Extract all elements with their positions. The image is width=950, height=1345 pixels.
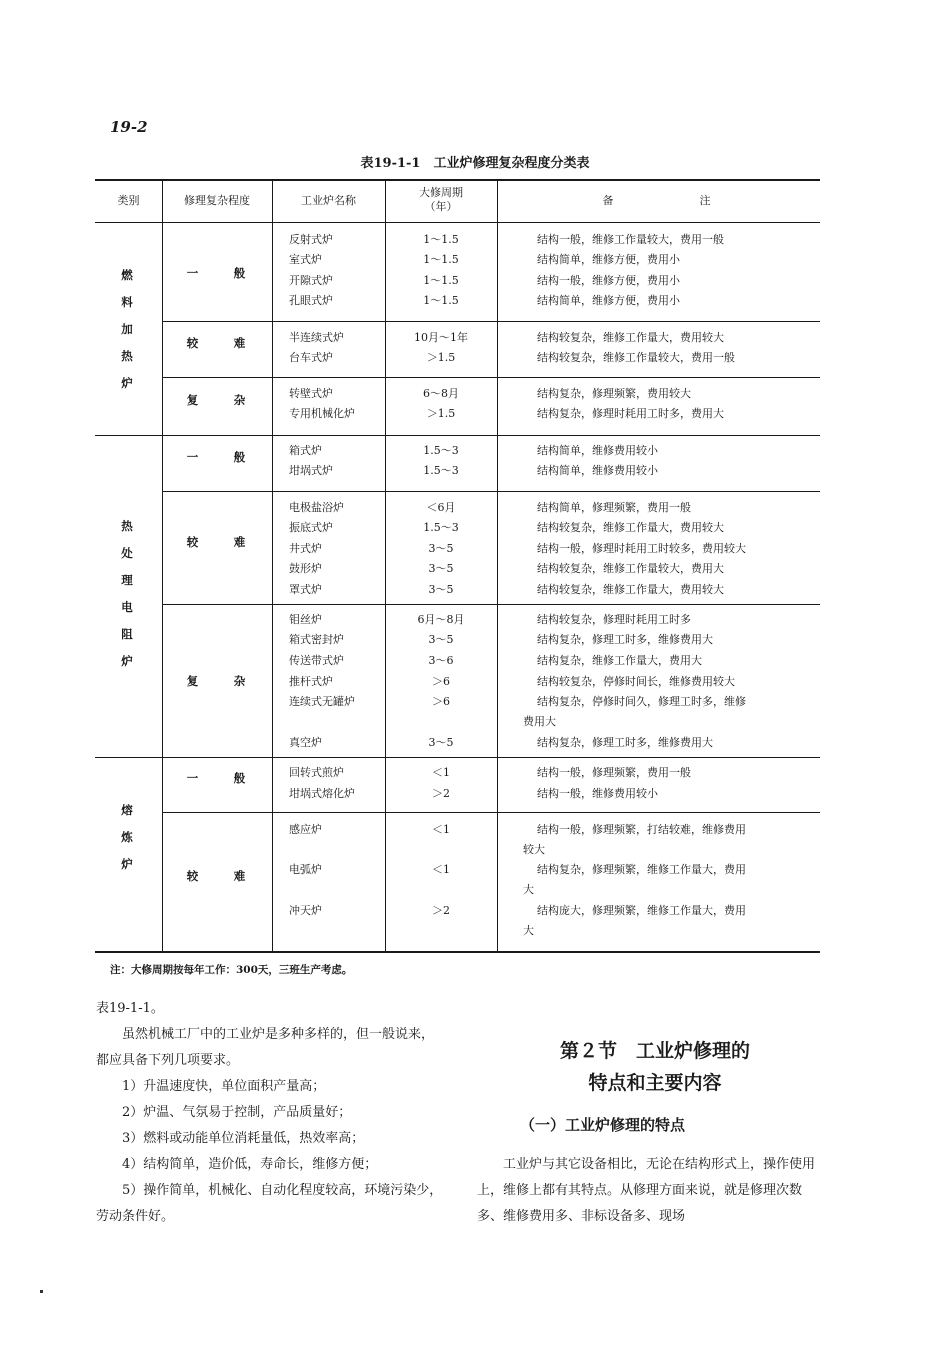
furnace-name: 鼓形炉	[289, 562, 322, 575]
remark	[523, 518, 798, 538]
remark-line: 结构复杂，修理频繁，费用较大	[537, 387, 691, 400]
category-label	[117, 797, 137, 878]
remark-line: 结构简单，修理频繁，费用一般	[537, 501, 691, 514]
category-char: 炉	[121, 857, 133, 871]
remark	[523, 230, 798, 250]
furnace-name: 反射式炉	[289, 233, 333, 246]
scan-speck	[40, 1290, 43, 1293]
overhaul-cycle: ＞6	[432, 695, 450, 708]
remark	[523, 580, 798, 600]
remark-line: 结构简单，维修方便，费用小	[537, 253, 680, 266]
category-char: 热	[121, 349, 133, 363]
overhaul-cycle: ＞1.5	[426, 407, 456, 420]
furnace-name: 专用机械化炉	[289, 407, 355, 420]
remark-line: 结构较复杂，维修工作量大，费用较大	[537, 521, 724, 534]
remark	[523, 404, 798, 424]
category-char: 炉	[121, 654, 133, 668]
remark-line: 结构一般，修理时耗用工时较多，费用较大	[537, 542, 746, 555]
difficulty-label: 复 杂	[186, 393, 258, 407]
category-char: 处	[121, 546, 133, 560]
furnace-name: 振底式炉	[289, 521, 333, 534]
remark-line: 结构复杂，修理频繁，维修工作量大，费用	[537, 863, 746, 876]
remark	[523, 441, 798, 461]
column-line	[385, 180, 386, 952]
requirement-item: 1）升温速度快，单位面积产量高；	[122, 1079, 326, 1094]
overhaul-cycle: 3～5	[428, 542, 454, 555]
overhaul-cycle: 1～1.5	[423, 294, 459, 307]
table-header-rule	[95, 222, 820, 223]
header-note-b: 注	[699, 194, 711, 207]
subsection-title: （一）工业炉修理的特点	[520, 1116, 686, 1134]
remark-line: 结构较复杂，维修工作量大，费用较大	[537, 331, 724, 344]
remark-line: 费用大	[523, 715, 556, 728]
requirement-item: 5）操作简单，机械化、自动化程度较高，环境污染少，劳动条件好。	[96, 1183, 443, 1224]
table-footnote: 注：大修周期按每年工作：300天，三班生产考虑。	[110, 964, 353, 976]
remark	[523, 651, 798, 671]
remark	[523, 630, 798, 650]
overhaul-cycle: 10月～1年	[414, 331, 468, 344]
overhaul-cycle: 3～5	[428, 633, 454, 646]
overhaul-cycle: ＜1	[432, 766, 450, 779]
overhaul-cycle: 3～5	[428, 736, 454, 749]
category-char: 燃	[121, 268, 133, 282]
furnace-name: 井式炉	[289, 542, 322, 555]
remark-line: 结构复杂，修理时耗用工时多，费用大	[537, 407, 724, 420]
overhaul-cycle: ＜1	[432, 863, 450, 876]
header-name: 工业炉名称	[301, 194, 356, 207]
furnace-name: 坩埚式熔化炉	[289, 787, 355, 800]
category-char: 电	[121, 600, 133, 614]
requirement-item: 3）燃料或动能单位消耗量低，热效率高；	[122, 1131, 365, 1146]
overhaul-cycle: 6月～8月	[417, 613, 465, 626]
remark	[523, 291, 798, 311]
difficulty-label: 较 难	[186, 535, 258, 549]
remark-line: 较大	[523, 843, 545, 856]
remark-line: 结构简单，维修费用较小	[537, 444, 658, 457]
difficulty-label: 一 般	[186, 771, 258, 785]
remark	[523, 763, 798, 783]
furnace-name: 推杆式炉	[289, 675, 333, 688]
furnace-name: 钼丝炉	[289, 613, 322, 626]
remark	[523, 461, 798, 481]
difficulty-label: 一 般	[186, 450, 258, 464]
remark	[523, 498, 798, 518]
furnace-name: 箱式炉	[289, 444, 322, 457]
overhaul-cycle: 1.5～3	[423, 464, 459, 477]
overhaul-cycle: ＞1.5	[426, 351, 456, 364]
remark-line: 结构一般，维修方便，费用小	[537, 274, 680, 287]
furnace-name: 半连续式炉	[289, 331, 344, 344]
furnace-name: 传送带式炉	[289, 654, 344, 667]
furnace-name: 箱式密封炉	[289, 633, 344, 646]
remark	[523, 539, 798, 559]
level-divider	[162, 604, 820, 605]
overhaul-cycle: 1～1.5	[423, 233, 459, 246]
requirement-item: 4）结构简单，造价低，寿命长，维修方便；	[122, 1157, 378, 1172]
remark	[523, 384, 798, 404]
furnace-name: 冲天炉	[289, 904, 322, 917]
remark-line: 结构一般，修理频繁，费用一般	[537, 766, 691, 779]
remark	[523, 559, 798, 579]
section-title	[480, 1035, 830, 1099]
header-cycle	[385, 186, 497, 214]
category-char: 热	[121, 519, 133, 533]
remark	[523, 328, 798, 348]
remark-line: 结构简单，维修费用较小	[537, 464, 658, 477]
category-char: 加	[121, 322, 133, 336]
header-note-a: 备	[602, 194, 614, 207]
remark-line: 结构一般，修理频繁，打结较难，维修费用	[537, 823, 746, 836]
furnace-name: 室式炉	[289, 253, 322, 266]
furnace-name: 真空炉	[289, 736, 322, 749]
remark-line: 结构复杂，维修工作量大，费用大	[537, 654, 702, 667]
category-char: 炼	[121, 830, 133, 844]
level-divider	[162, 321, 820, 322]
remark-line: 大	[523, 883, 534, 896]
difficulty-label: 较 难	[186, 869, 258, 883]
furnace-name: 孔眼式炉	[289, 294, 333, 307]
category-label	[117, 513, 137, 675]
category-char: 阻	[121, 627, 133, 641]
header-cycle-line2: （年）	[424, 200, 458, 213]
difficulty-label: 较 难	[186, 336, 258, 350]
furnace-name: 电极盐浴炉	[289, 501, 344, 514]
level-divider	[162, 377, 820, 378]
column-line	[162, 180, 163, 952]
table-title: 表19-1-1 工业炉修理复杂程度分类表	[360, 156, 590, 171]
remark-line: 结构一般，维修费用较小	[537, 787, 658, 800]
header-cycle-line1: 大修周期	[419, 186, 463, 199]
table-top-rule	[95, 179, 820, 181]
left-paragraph: 虽然机械工厂中的工业炉是多种多样的，但一般说来，都应具备下列几项要求。	[96, 1027, 435, 1068]
furnace-name: 台车式炉	[289, 351, 333, 364]
difficulty-label: 一 般	[186, 266, 258, 280]
furnace-name: 罩式炉	[289, 583, 322, 596]
difficulty-label: 复 杂	[186, 674, 258, 688]
category-char: 熔	[121, 803, 133, 817]
remark	[523, 692, 798, 732]
remark	[523, 271, 798, 291]
overhaul-cycle: 1～1.5	[423, 274, 459, 287]
section-title-line2: 特点和主要内容	[588, 1072, 722, 1094]
level-divider	[162, 812, 820, 813]
overhaul-cycle: ＞2	[432, 787, 450, 800]
header-category: 类别	[117, 194, 140, 207]
remark	[523, 733, 798, 753]
remark-line: 结构庞大，修理频繁，维修工作量大，费用	[537, 904, 746, 917]
furnace-name: 坩埚式炉	[289, 464, 333, 477]
remark	[523, 820, 798, 860]
remark	[523, 672, 798, 692]
right-paragraph: 工业炉与其它设备相比，无论在结构形式上，操作使用上，维修上都有其特点。从修理方面来说，就是修理次数多、维修费用多、非标设备多、现场	[477, 1157, 816, 1224]
category-char: 理	[121, 573, 133, 587]
category-char: 炉	[121, 376, 133, 390]
overhaul-cycle: 1～1.5	[423, 253, 459, 266]
furnace-name: 连续式无罐炉	[289, 695, 355, 708]
overhaul-cycle: 1.5～3	[423, 521, 459, 534]
overhaul-cycle: 6～8月	[423, 387, 459, 400]
overhaul-cycle: 3～6	[428, 654, 454, 667]
category-char: 料	[121, 295, 133, 309]
overhaul-cycle: ＞2	[432, 904, 450, 917]
remark	[523, 610, 798, 630]
remark-line: 结构较复杂，维修工作量较大，费用一般	[537, 351, 735, 364]
remark-line: 结构复杂，修理工时多，维修费用大	[537, 633, 713, 646]
page-number: 19-2	[110, 118, 148, 136]
furnace-name: 转壁式炉	[289, 387, 333, 400]
furnace-name: 电弧炉	[289, 863, 322, 876]
remark	[523, 784, 798, 804]
remark-line: 结构复杂，停修时间久，修理工时多，维修	[537, 695, 746, 708]
furnace-name: 回转式煎炉	[289, 766, 344, 779]
overhaul-cycle: 1.5～3	[423, 444, 459, 457]
furnace-name: 开隙式炉	[289, 274, 333, 287]
column-line	[272, 180, 273, 952]
group-divider	[95, 757, 820, 758]
remark-line: 结构简单，维修方便，费用小	[537, 294, 680, 307]
remark	[523, 860, 798, 900]
group-divider	[95, 435, 820, 436]
overhaul-cycle: ＜1	[432, 823, 450, 836]
overhaul-cycle: 3～5	[428, 562, 454, 575]
overhaul-cycle: ＜6月	[426, 501, 456, 514]
remark-line: 结构较复杂，维修工作量大，费用较大	[537, 583, 724, 596]
remark-line: 结构复杂，修理工时多，维修费用大	[537, 736, 713, 749]
category-label	[117, 262, 137, 397]
overhaul-cycle: ＞6	[432, 675, 450, 688]
remark-line: 结构较复杂，维修工作量较大，费用大	[537, 562, 724, 575]
column-line	[497, 180, 498, 952]
section-title-line1: 第２节 工业炉修理的	[559, 1040, 750, 1062]
remark-line: 结构一般，维修工作量较大，费用一般	[537, 233, 724, 246]
table-reference: 表19-1-1。	[96, 1001, 164, 1016]
requirement-item: 2）炉温、气氛易于控制，产品质量好；	[122, 1105, 352, 1120]
level-divider	[162, 491, 820, 492]
remark	[523, 348, 798, 368]
remark	[523, 250, 798, 270]
overhaul-cycle: 3～5	[428, 583, 454, 596]
remark-line: 结构较复杂，停修时间长，维修费用较大	[537, 675, 735, 688]
remark-line: 大	[523, 924, 534, 937]
table-bottom-rule	[95, 951, 820, 953]
furnace-name: 感应炉	[289, 823, 322, 836]
header-difficulty: 修理复杂程度	[184, 194, 250, 207]
remark-line: 结构较复杂，修理时耗用工时多	[537, 613, 691, 626]
remark	[523, 901, 798, 941]
